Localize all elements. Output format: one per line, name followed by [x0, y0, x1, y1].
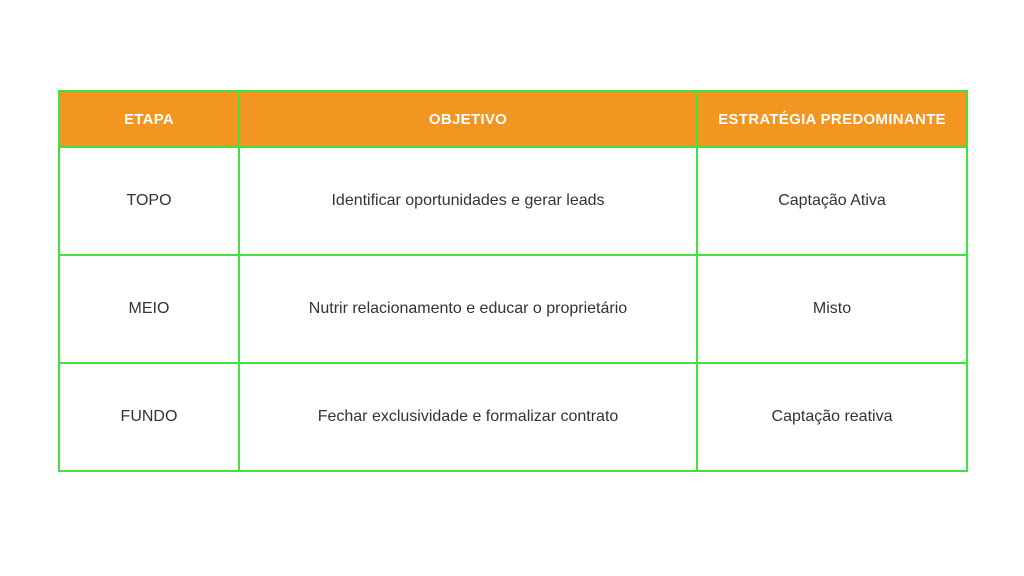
cell-etapa: FUNDO: [59, 363, 239, 471]
cell-etapa: TOPO: [59, 147, 239, 255]
header-etapa: ETAPA: [59, 91, 239, 147]
cell-objetivo: Fechar exclusividade e formalizar contrato: [239, 363, 697, 471]
strategy-table-container: [58, 90, 966, 472]
header-row: [59, 91, 967, 147]
strategy-table: [58, 90, 968, 472]
cell-objetivo: Nutrir relacionamento e educar o proprietário: [239, 255, 697, 363]
table-row: [59, 363, 967, 471]
header-objetivo: OBJETIVO: [239, 91, 697, 147]
table-body: [59, 147, 967, 471]
table-row: [59, 255, 967, 363]
cell-estrategia: Misto: [697, 255, 967, 363]
cell-objetivo: Identificar oportunidades e gerar leads: [239, 147, 697, 255]
table-header: [59, 91, 967, 147]
cell-etapa: MEIO: [59, 255, 239, 363]
header-estrategia: ESTRATÉGIA PREDOMINANTE: [697, 91, 967, 147]
table-row: [59, 147, 967, 255]
cell-estrategia: Captação Ativa: [697, 147, 967, 255]
cell-estrategia: Captação reativa: [697, 363, 967, 471]
